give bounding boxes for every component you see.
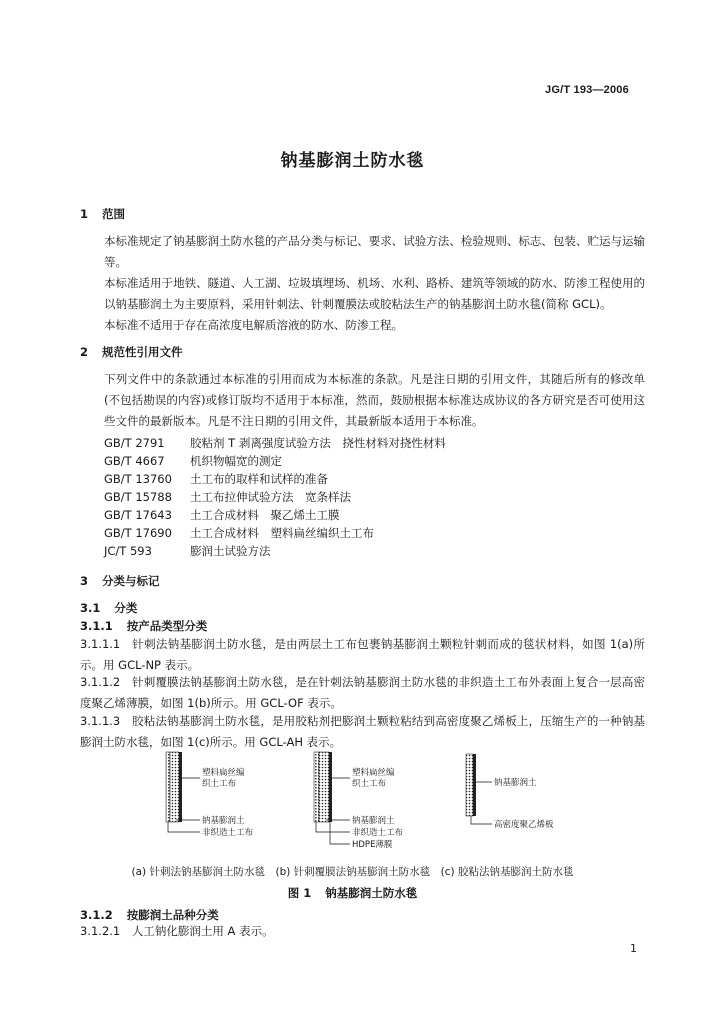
figure-number: 图 1 (287, 886, 312, 900)
standard-number: JG/T 193—2006 (545, 84, 629, 96)
reference-title: 膨润土试验方法 (190, 544, 271, 558)
reference-item (104, 542, 446, 560)
paragraph-text: 本标准不适用于存在高浓度电解质溶液的防水、防渗工程。 (104, 318, 403, 332)
section-3-heading (80, 573, 160, 589)
clause-text: 胶粘法钠基膨润土防水毯，是用胶粘剂把膨润土颗粒粘结到高密度聚乙烯板上，压缩生产的一种钠基膨润土防水毯，如图 1(c)所示。用 GCL-AH 表示。 (80, 714, 646, 749)
reference-title: 土工合成材料 塑料扁丝编织土工布 (190, 526, 374, 540)
section-1-heading (80, 206, 125, 222)
diagram-c (466, 754, 492, 824)
clause-3-1-1-3 (80, 711, 645, 753)
section-number: 2 (80, 345, 89, 359)
clause-title: 分类 (114, 601, 138, 615)
clause-number: 3.1.1.1 (80, 637, 121, 651)
clause-text: 人工钠化膨润土用 A 表示。 (131, 924, 274, 938)
clause-3-1-1-heading (80, 618, 207, 634)
reference-list (104, 434, 446, 560)
label-c-hdpe-sheet: 高密度聚乙烯板 (494, 820, 554, 830)
document-title: 钠基膨润土防水毯 (280, 151, 425, 171)
diagram-b (314, 752, 350, 844)
diagram-a (166, 752, 200, 832)
paragraph-text: 本标准适用于地铁、隧道、人工湖、垃圾填埋场、机场、水利、路桥、建筑等领域的防水、防渗工程使用的以钠基膨润土为主要原料，采用针刺法、针刺覆膜法或胶粘法生产的钠基膨润土防水毯(简称 GCL)。 (104, 276, 645, 311)
label-b-bentonite: 钠基膨润土 (352, 816, 395, 826)
reference-item (104, 434, 446, 452)
reference-code: GB/T 15788 (104, 490, 172, 504)
clause-3-1-heading (80, 600, 137, 616)
label-b-hdpe-film: HDPE薄膜 (352, 840, 393, 850)
reference-code: GB/T 13760 (104, 472, 172, 486)
scope-paragraph-2 (80, 273, 645, 315)
clause-number: 3.1.1.3 (80, 714, 121, 728)
reference-item (104, 470, 446, 488)
clause-3-1-2-1 (80, 920, 274, 942)
reference-title: 土工布拉伸试验方法 宽条样法 (190, 490, 351, 504)
reference-title: 胶粘剂 T 剥离强度试验方法 挠性材料对挠性材料 (190, 436, 446, 450)
reference-title: 土工布的取样和试样的准备 (190, 472, 328, 486)
section-number: 1 (80, 207, 89, 221)
figure-caption (0, 885, 705, 901)
clause-3-1-1-1 (80, 634, 645, 676)
scope-paragraph-3 (80, 315, 645, 336)
clause-number: 3.1.1 (80, 619, 113, 633)
reference-code: GB/T 17690 (104, 526, 172, 540)
reference-title: 机织物幅宽的测定 (190, 454, 282, 468)
reference-item (104, 524, 446, 542)
label-b-nonwoven: 非织造土工布 (352, 828, 404, 838)
reference-code: GB/T 17643 (104, 508, 172, 522)
scope-paragraph-1 (80, 231, 645, 273)
references-intro (80, 369, 645, 432)
paragraph-text: 本标准规定了钠基膨润土防水毯的产品分类与标记、要求、试验方法、检验规则、标志、包装、贮运与运输等。 (104, 234, 645, 269)
clause-number: 3.1.1.2 (80, 675, 121, 689)
reference-code: GB/T 2791 (104, 436, 165, 450)
clause-title: 按产品类型分类 (126, 619, 208, 633)
clause-text: 针刺覆膜法钠基膨润土防水毯，是在针刺法钠基膨润土防水毯的非织造土工布外表面上复合一层高密度聚乙烯薄膜，如图 1(b)所示。用 GCL-OF 表示。 (80, 675, 646, 710)
clause-text: 针刺法钠基膨润土防水毯，是由两层土工布包裹钠基膨润土颗粒针刺而成的毯状材料，如图 1(a)所示。用 GCL-NP 表示。 (80, 637, 645, 672)
clause-3-1-1-2 (80, 672, 645, 714)
reference-title: 土工合成材料 聚乙烯土工膜 (190, 508, 340, 522)
reference-item (104, 452, 446, 470)
figure-sub-captions: (a) 针刺法钠基膨润土防水毯 (b) 针刺覆膜法钠基膨润土防水毯 (c) 胶粘法钠基膨润土防水毯 (131, 866, 574, 878)
reference-code: JC/T 593 (104, 544, 152, 558)
clause-number: 3.1.2 (80, 908, 113, 922)
section-title: 分类与标记 (102, 574, 160, 588)
clause-title: 按膨润土品种分类 (126, 908, 219, 922)
paragraph-text: 下列文件中的条款通过本标准的引用而成为本标准的条款。凡是注日期的引用文件，其随后所有的修改单(不包括勘误的内容)或修订版均不适用于本标准，然而，鼓励根据本标准达成协议的各方研究是否可使用这些文件的最新版本。凡是不注日期的引用文件，其最新版本适用于本标准。 (104, 372, 645, 428)
figure-1 (0, 748, 705, 860)
label-a-nonwoven: 非织造土工布 (202, 828, 254, 838)
reference-item (104, 488, 446, 506)
clause-number: 3.1.2.1 (80, 924, 121, 938)
section-title: 规范性引用文件 (102, 345, 183, 359)
page-number: 1 (630, 942, 637, 955)
section-2-heading (80, 344, 183, 360)
label-b-woven: 塑料扁丝编 织土工布 (352, 768, 395, 789)
label-a-woven: 塑料扁丝编 织土工布 (202, 768, 245, 789)
label-a-bentonite: 钠基膨润土 (202, 816, 245, 826)
section-number: 3 (80, 574, 89, 588)
section-title: 范围 (102, 207, 126, 221)
reference-item (104, 506, 446, 524)
label-c-bentonite: 钠基膨润土 (494, 778, 537, 788)
figure-title: 钠基膨润土防水毯 (325, 886, 418, 900)
reference-code: GB/T 4667 (104, 454, 165, 468)
clause-number: 3.1 (80, 601, 101, 615)
